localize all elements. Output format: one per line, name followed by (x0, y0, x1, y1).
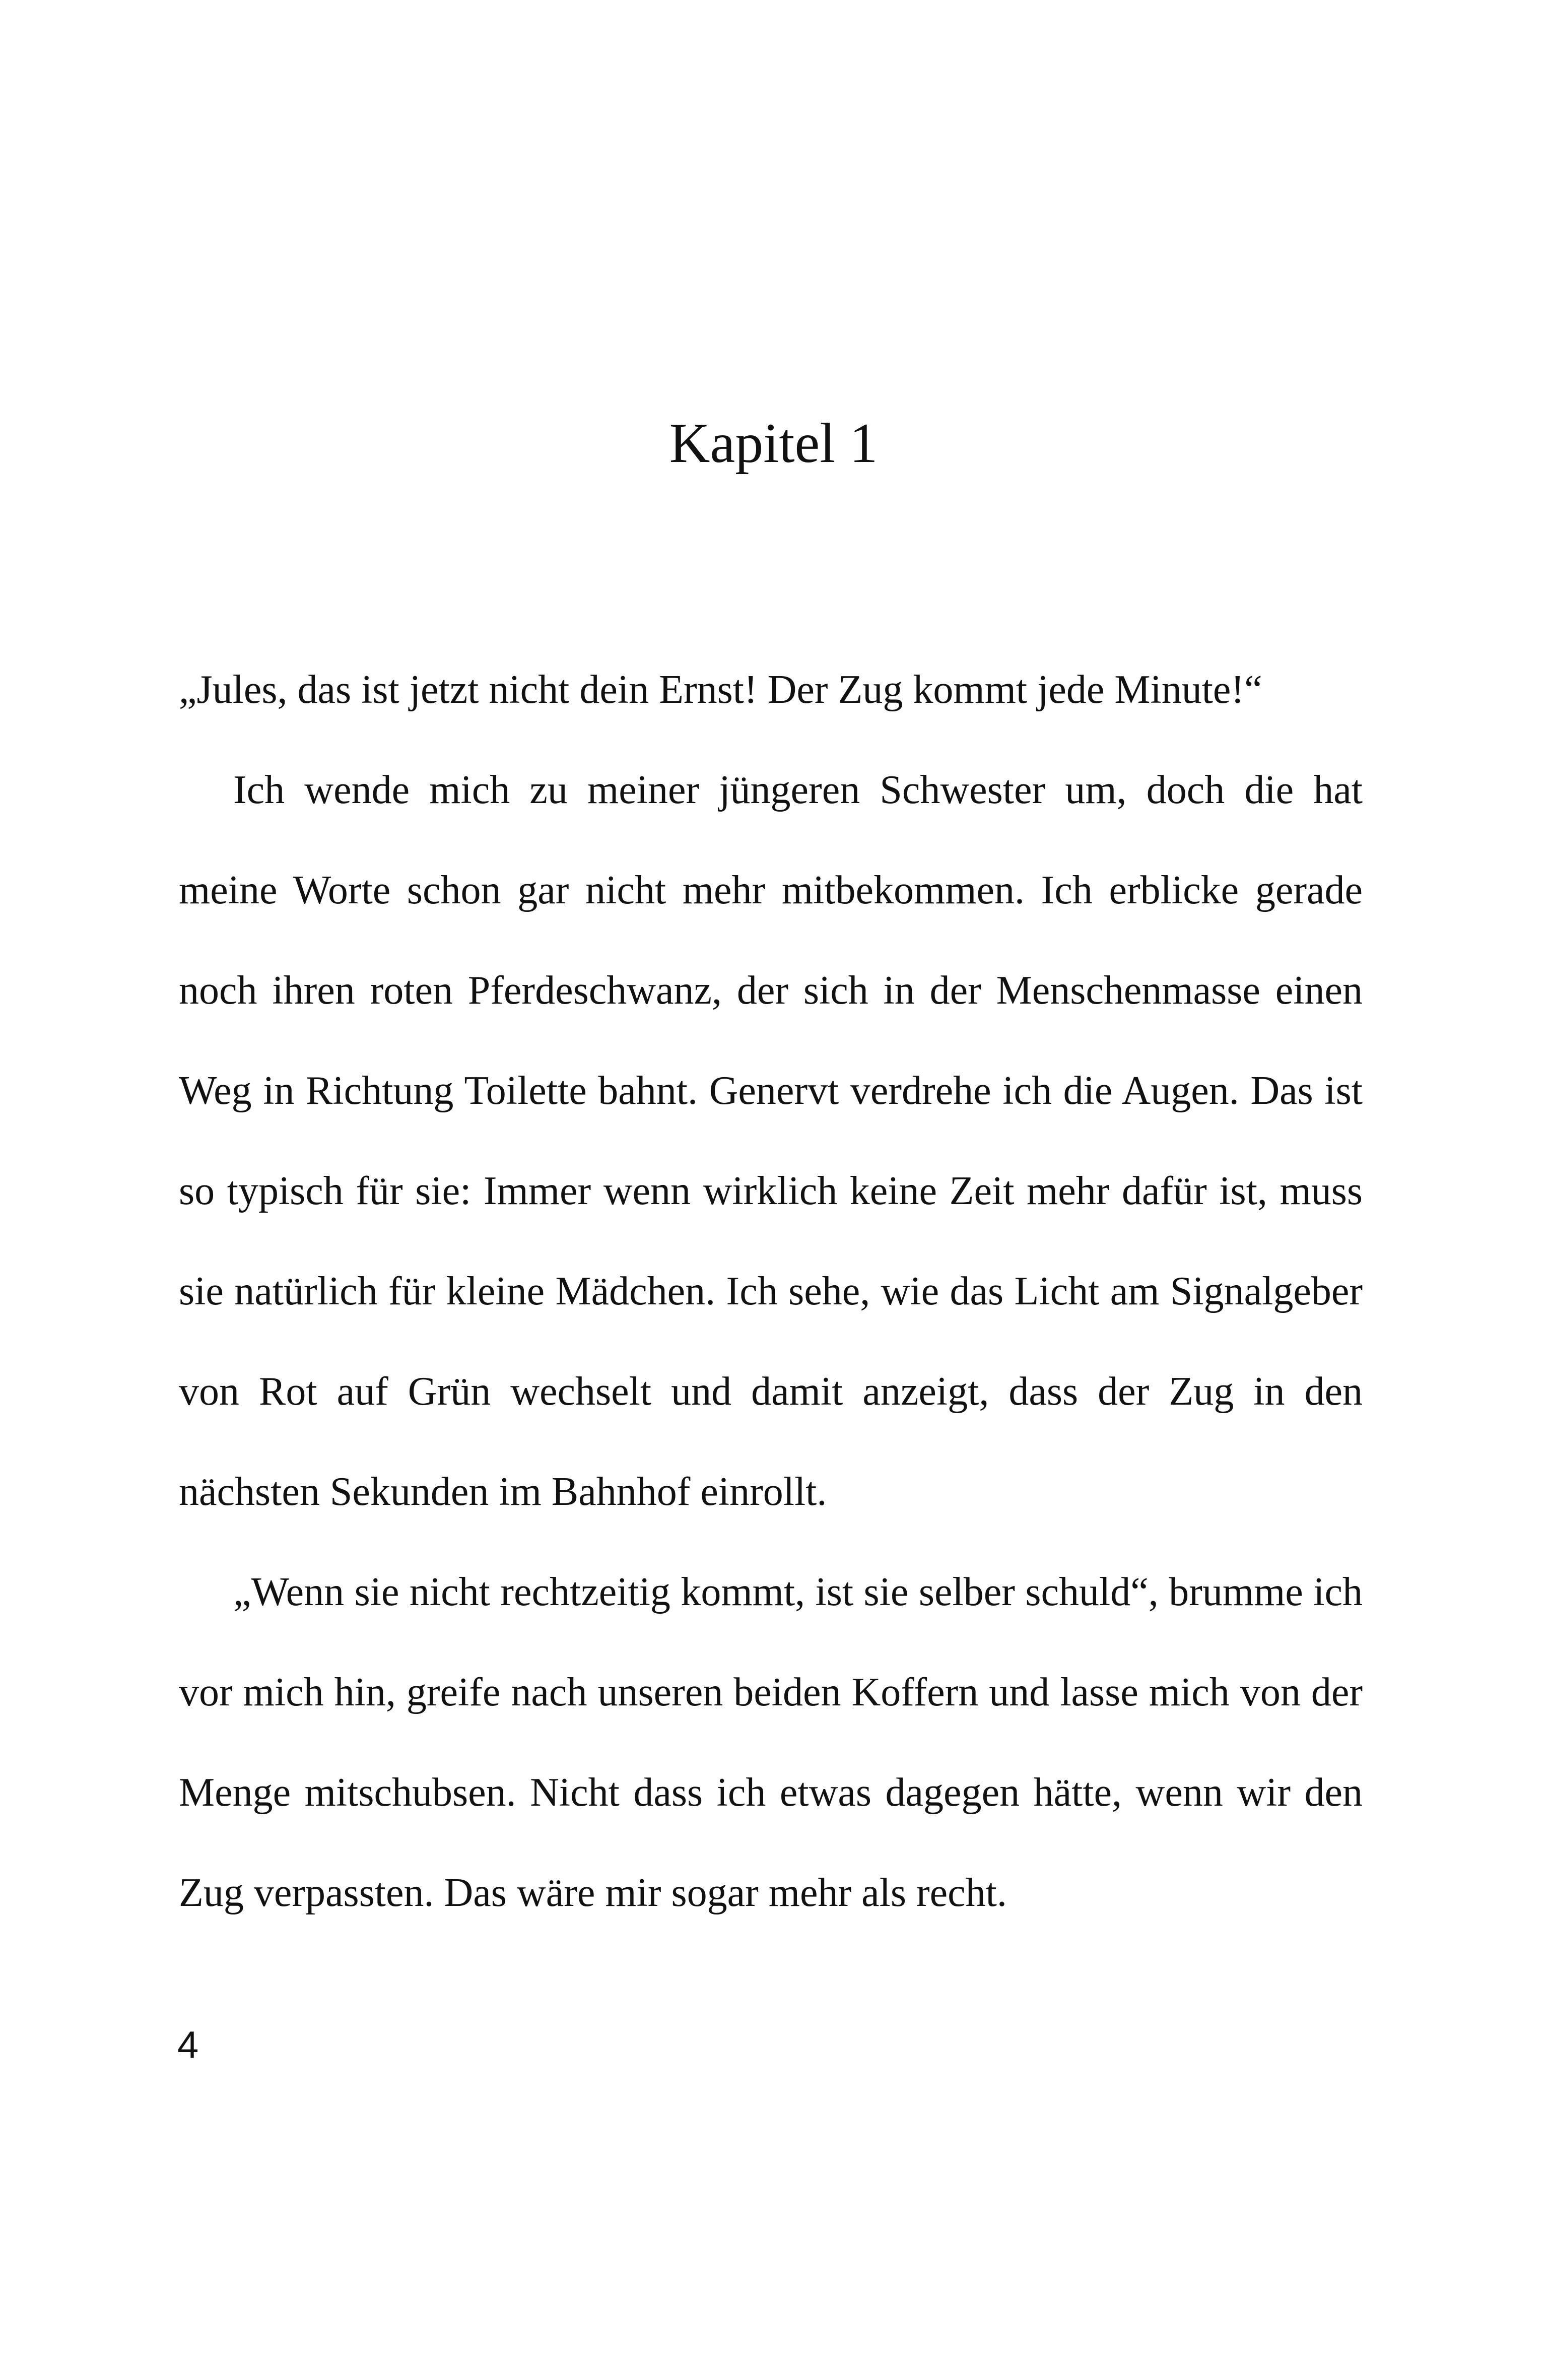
paragraph-dialogue-opening: „Jules, das ist jetzt nicht dein Ernst! Der Zug kommt jede Minute!“ (179, 668, 1262, 712)
page-number: 4 (177, 2024, 199, 2067)
chapter-title: Kapitel 1 (669, 412, 878, 475)
chapter-body (179, 640, 1363, 1943)
paragraph-narration: Ich wende mich zu meiner jüngeren Schwester um, doch die hat meine Worte schon gar nicht mehr mitbekommen. Ich erblicke gerade noch ihren roten Pferdeschwanz, der sich in der Menschenmasse einen Weg in Richtung Toilette bahnt. Genervt verdrehe ich die Augen. Das ist so typisch für sie: Immer wenn wirklich keine Zeit mehr dafür ist, muss sie natürlich für kleine Mädchen. Ich sehe, wie das Licht am Signalgeber von Rot auf Grün wechselt und damit anzeigt, dass der Zug in den nächsten Sekunden im Bahnhof einrollt. (179, 768, 1363, 1514)
paragraph-dialogue-closing: „Wenn sie nicht rechtzeitig kommt, ist sie selber schuld“, brumme ich vor mich hin, greife nach unseren beiden Koffern und lasse mich von der Menge mitschubsen. Nicht dass ich etwas dagegen hätte, wenn wir den Zug verpassten. Das wäre mir sogar mehr als recht. (179, 1570, 1363, 1915)
